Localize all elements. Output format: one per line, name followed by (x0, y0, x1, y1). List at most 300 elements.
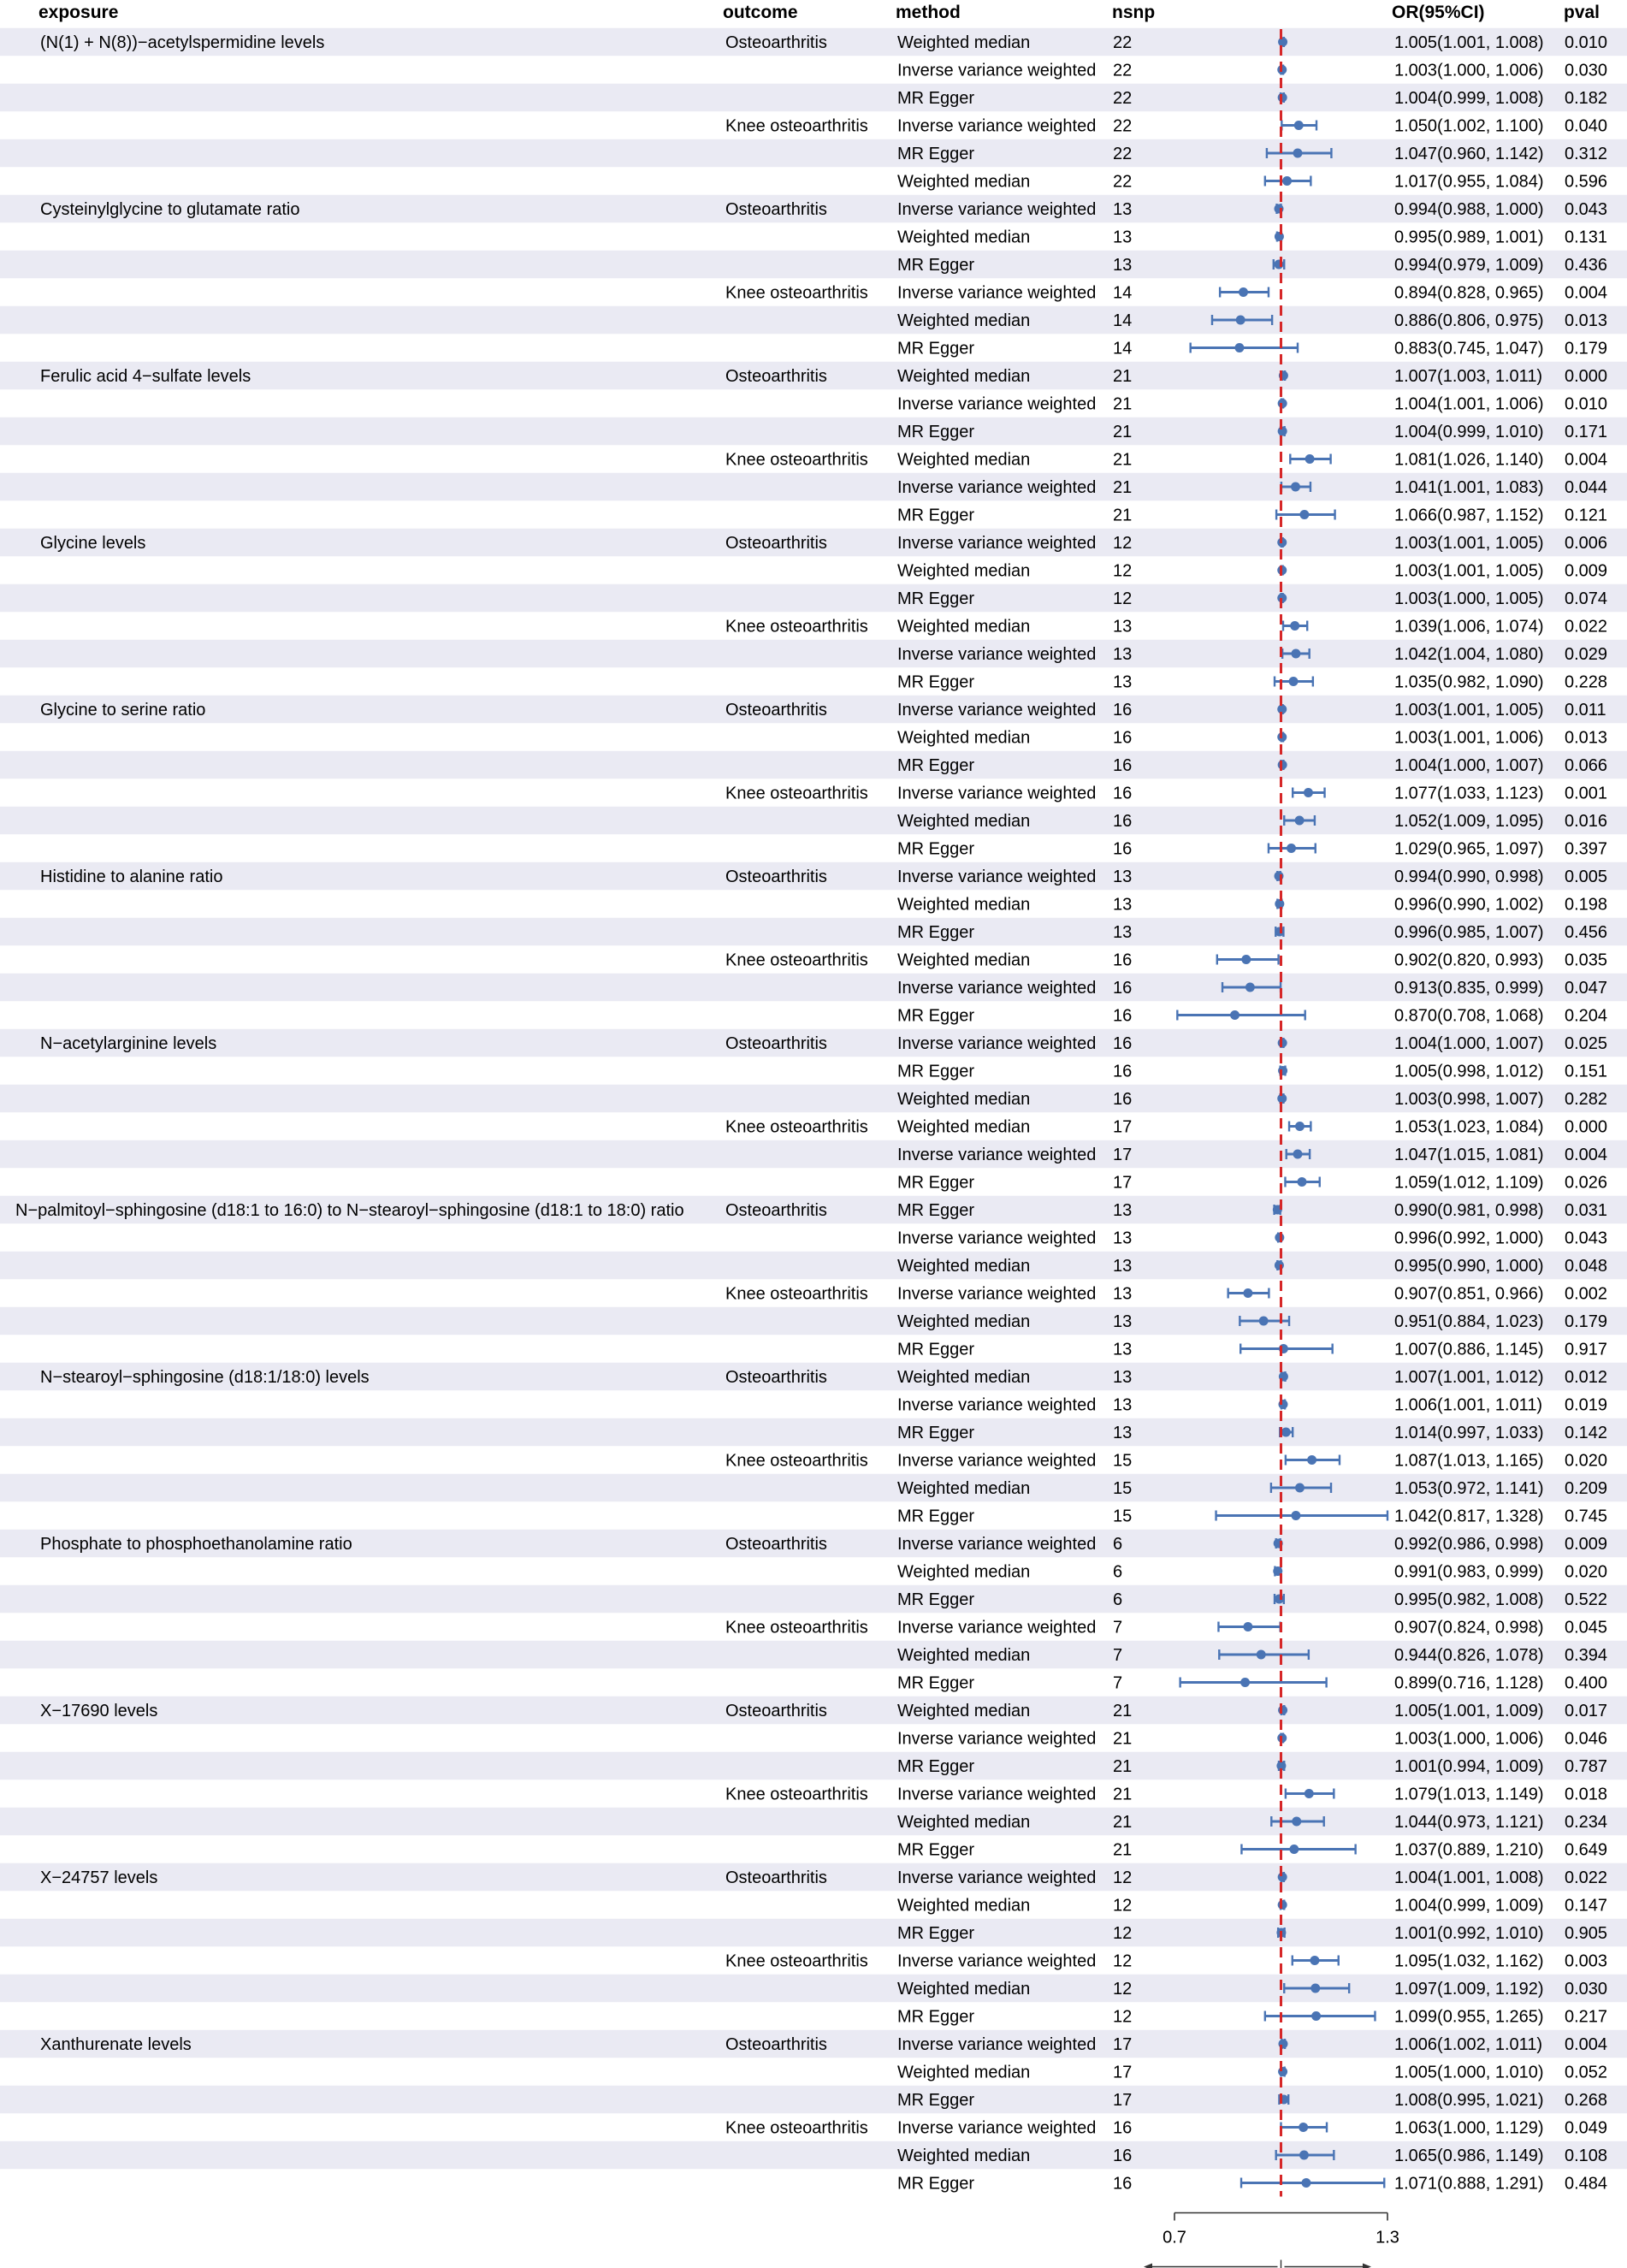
or-point (1295, 816, 1305, 826)
outcome-cell: Osteoarthritis (725, 1368, 827, 1387)
nsnp-cell: 21 (1113, 1840, 1133, 1860)
nsnp-cell: 7 (1113, 1646, 1123, 1665)
or-ci-cell: 1.003(1.000, 1.006) (1394, 1729, 1544, 1749)
method-cell: Weighted median (897, 561, 1031, 581)
method-cell: MR Egger (897, 1507, 975, 1526)
pval-cell: 0.171 (1565, 423, 1608, 441)
method-cell: Inverse variance weighted (897, 61, 1097, 80)
or-ci-cell: 0.995(0.990, 1.000) (1394, 1257, 1544, 1276)
method-cell: Weighted median (897, 812, 1031, 831)
row-stripe (0, 584, 1627, 613)
pval-cell: 0.151 (1565, 1062, 1608, 1081)
nsnp-cell: 16 (1113, 1090, 1133, 1109)
or-point (1310, 1956, 1319, 1965)
method-cell: Inverse variance weighted (897, 784, 1097, 803)
or-point (1275, 1261, 1284, 1270)
header-exposure: exposure (38, 3, 119, 22)
pval-cell: 0.004 (1565, 450, 1608, 470)
pval-cell: 0.282 (1565, 1090, 1608, 1109)
outcome-cell: Knee osteoarthritis (725, 1951, 868, 1971)
outcome-cell: Knee osteoarthritis (725, 1284, 868, 1304)
outcome-cell: Knee osteoarthritis (725, 1451, 868, 1471)
method-cell: MR Egger (897, 1006, 975, 1026)
nsnp-cell: 16 (1113, 839, 1133, 859)
method-cell: Inverse variance weighted (897, 283, 1097, 303)
nsnp-cell: 13 (1113, 1368, 1133, 1387)
nsnp-cell: 22 (1113, 116, 1133, 136)
pval-cell: 0.000 (1565, 1117, 1608, 1137)
nsnp-cell: 21 (1113, 478, 1133, 497)
pval-cell: 0.074 (1565, 589, 1608, 608)
method-cell: Inverse variance weighted (897, 1034, 1097, 1053)
method-cell: Inverse variance weighted (897, 1729, 1097, 1749)
pval-cell: 0.026 (1565, 1173, 1608, 1193)
pval-cell: 0.020 (1565, 1451, 1608, 1471)
nsnp-cell: 15 (1113, 1479, 1133, 1498)
nsnp-cell: 13 (1113, 1340, 1133, 1359)
method-cell: MR Egger (897, 2007, 975, 2027)
pval-cell: 0.268 (1565, 2091, 1608, 2110)
or-point (1278, 2067, 1287, 2076)
x-tick-label: 1.3 (1376, 2228, 1399, 2247)
nsnp-cell: 13 (1113, 1424, 1133, 1442)
nsnp-cell: 13 (1113, 868, 1133, 886)
header-method: method (896, 3, 961, 22)
or-point (1294, 121, 1304, 130)
method-cell: Weighted median (897, 1117, 1031, 1137)
row-stripe (0, 84, 1627, 112)
nsnp-cell: 12 (1113, 1924, 1133, 1943)
or-point (1299, 2123, 1308, 2132)
row-stripe (0, 417, 1627, 446)
method-cell: Weighted median (897, 1813, 1031, 1832)
or-point (1259, 1317, 1269, 1326)
protective-arrowhead (1144, 2264, 1152, 2268)
pval-cell: 0.011 (1565, 701, 1606, 719)
method-cell: Weighted median (897, 1312, 1031, 1331)
pval-cell: 0.209 (1565, 1479, 1608, 1498)
nsnp-cell: 12 (1113, 1951, 1133, 1971)
pval-cell: 0.025 (1565, 1034, 1608, 1053)
pval-cell: 0.046 (1565, 1729, 1608, 1749)
nsnp-cell: 16 (1113, 1006, 1133, 1026)
or-point (1230, 1010, 1239, 1020)
method-cell: Weighted median (897, 367, 1031, 386)
pval-cell: 0.131 (1565, 228, 1608, 247)
method-cell: Inverse variance weighted (897, 534, 1097, 553)
pval-cell: 0.179 (1565, 339, 1608, 358)
row-stripe (0, 1808, 1627, 1836)
nsnp-cell: 17 (1113, 2091, 1133, 2110)
or-ci-cell: 1.099(0.955, 1.265) (1394, 2007, 1544, 2027)
nsnp-cell: 21 (1113, 506, 1133, 525)
nsnp-cell: 16 (1113, 756, 1133, 775)
row-stripe (0, 1975, 1627, 2003)
row-stripe (0, 1252, 1627, 1280)
method-cell: MR Egger (897, 923, 975, 942)
row-stripe (0, 1140, 1627, 1169)
pval-cell: 0.044 (1565, 478, 1608, 497)
or-ci-cell: 0.991(0.983, 0.999) (1394, 1562, 1544, 1582)
or-ci-cell: 0.995(0.982, 1.008) (1394, 1590, 1544, 1609)
method-cell: MR Egger (897, 1062, 975, 1081)
pval-cell: 0.394 (1565, 1646, 1608, 1665)
row-stripe (0, 1641, 1627, 1669)
or-point (1275, 927, 1284, 937)
pval-cell: 0.522 (1565, 1590, 1608, 1609)
or-ci-cell: 1.077(1.033, 1.123) (1394, 784, 1544, 803)
or-ci-cell: 1.004(0.999, 1.010) (1394, 423, 1544, 441)
method-cell: Weighted median (897, 617, 1031, 637)
pval-cell: 0.004 (1565, 1146, 1608, 1164)
exposure-cell: Cysteinylglycine to glutamate ratio (40, 200, 300, 219)
pval-cell: 0.066 (1565, 756, 1608, 775)
or-point (1278, 427, 1287, 436)
or-ci-cell: 0.902(0.820, 0.993) (1394, 950, 1544, 970)
or-point (1290, 621, 1299, 631)
row-stripe (0, 751, 1627, 779)
outcome-cell: Osteoarthritis (725, 33, 827, 52)
or-point (1257, 1650, 1266, 1660)
or-point (1275, 899, 1284, 909)
method-cell: Inverse variance weighted (897, 979, 1097, 998)
or-ci-cell: 1.003(1.000, 1.005) (1394, 589, 1544, 608)
nsnp-cell: 17 (1113, 1146, 1133, 1164)
nsnp-cell: 13 (1113, 617, 1133, 637)
pval-cell: 0.035 (1565, 950, 1608, 970)
or-ci-cell: 0.907(0.851, 0.966) (1394, 1284, 1544, 1304)
or-ci-cell: 1.001(0.992, 1.010) (1394, 1924, 1544, 1943)
row-stripe (0, 1585, 1627, 1614)
nsnp-cell: 16 (1113, 2147, 1133, 2165)
pval-cell: 0.010 (1565, 33, 1608, 52)
nsnp-cell: 12 (1113, 589, 1133, 608)
pval-cell: 0.004 (1565, 2035, 1608, 2054)
or-point (1299, 2151, 1309, 2160)
nsnp-cell: 12 (1113, 1980, 1133, 1999)
row-stripe (0, 807, 1627, 835)
pval-cell: 0.009 (1565, 1535, 1608, 1554)
nsnp-cell: 16 (1113, 2174, 1133, 2194)
nsnp-cell: 6 (1113, 1535, 1123, 1554)
method-cell: MR Egger (897, 672, 975, 692)
method-cell: Inverse variance weighted (897, 1284, 1097, 1304)
pval-cell: 0.198 (1565, 895, 1608, 915)
or-ci-cell: 0.994(0.990, 0.998) (1394, 868, 1544, 886)
or-ci-cell: 1.001(0.994, 1.009) (1394, 1757, 1544, 1776)
exposure-cell: X−17690 levels (40, 1702, 158, 1720)
method-cell: MR Egger (897, 1757, 975, 1776)
or-ci-cell: 1.059(1.012, 1.109) (1394, 1173, 1544, 1193)
or-ci-cell: 1.007(1.003, 1.011) (1394, 367, 1543, 386)
nsnp-cell: 16 (1113, 979, 1133, 998)
exposure-cell: Glycine levels (40, 534, 146, 553)
or-point (1291, 649, 1300, 659)
pval-cell: 0.400 (1565, 1673, 1608, 1693)
nsnp-cell: 22 (1113, 145, 1133, 163)
or-ci-cell: 1.006(1.001, 1.011) (1394, 1395, 1543, 1415)
pval-cell: 0.397 (1565, 839, 1608, 859)
or-ci-cell: 1.003(1.001, 1.005) (1394, 534, 1544, 553)
nsnp-cell: 21 (1113, 1813, 1133, 1832)
or-point (1275, 1233, 1284, 1242)
outcome-cell: Osteoarthritis (725, 200, 827, 219)
pval-cell: 0.043 (1565, 200, 1608, 219)
method-cell: Weighted median (897, 450, 1031, 470)
pval-cell: 0.043 (1565, 1229, 1608, 1248)
method-cell: MR Egger (897, 339, 975, 358)
row-stripe (0, 1085, 1627, 1113)
nsnp-cell: 22 (1113, 33, 1133, 52)
or-ci-cell: 0.994(0.988, 1.000) (1394, 200, 1544, 219)
or-point (1278, 399, 1287, 408)
or-ci-cell: 0.996(0.992, 1.000) (1394, 1229, 1544, 1248)
or-point (1301, 2178, 1310, 2188)
method-cell: Weighted median (897, 1562, 1031, 1582)
or-point (1307, 1455, 1316, 1465)
exposure-cell: N−palmitoyl−sphingosine (d18:1 to 16:0) to N−stearoyl−sphingosine (d18:1 to 18:0) ratio (15, 1201, 684, 1220)
row-stripe (0, 1307, 1627, 1335)
nsnp-cell: 17 (1113, 2035, 1133, 2054)
pval-cell: 0.217 (1565, 2007, 1608, 2027)
or-ci-cell: 1.017(0.955, 1.084) (1394, 172, 1544, 192)
or-point (1243, 1288, 1252, 1298)
exposure-cell: Ferulic acid 4−sulfate levels (40, 367, 251, 386)
row-stripe (0, 306, 1627, 335)
or-ci-cell: 1.014(0.997, 1.033) (1394, 1424, 1544, 1442)
method-cell: Weighted median (897, 1479, 1031, 1498)
nsnp-cell: 21 (1113, 1785, 1133, 1804)
x-tick-label: 0.7 (1163, 2228, 1186, 2247)
pval-cell: 0.596 (1565, 172, 1608, 192)
nsnp-cell: 6 (1113, 1562, 1123, 1582)
outcome-cell: Knee osteoarthritis (725, 1117, 868, 1137)
nsnp-cell: 21 (1113, 1729, 1133, 1749)
or-ci-cell: 0.951(0.884, 1.023) (1394, 1312, 1544, 1331)
exposure-cell: N−acetylarginine levels (40, 1034, 217, 1053)
pval-cell: 0.031 (1565, 1201, 1608, 1220)
nsnp-cell: 21 (1113, 423, 1133, 441)
or-ci-cell: 0.994(0.979, 1.009) (1394, 256, 1544, 275)
pval-cell: 0.012 (1565, 1368, 1608, 1387)
pval-cell: 0.013 (1565, 728, 1608, 748)
pval-cell: 0.436 (1565, 256, 1608, 275)
pval-cell: 0.048 (1565, 1257, 1608, 1276)
or-point (1289, 1845, 1299, 1854)
or-ci-cell: 0.990(0.981, 0.998) (1394, 1201, 1544, 1220)
pval-cell: 0.006 (1565, 534, 1608, 553)
or-ci-cell: 1.004(1.000, 1.007) (1394, 756, 1544, 775)
or-ci-cell: 1.047(0.960, 1.142) (1394, 145, 1544, 163)
row-stripe (0, 139, 1627, 168)
or-ci-cell: 1.029(0.965, 1.097) (1394, 839, 1544, 859)
pval-cell: 0.017 (1565, 1702, 1608, 1720)
or-ci-cell: 1.004(1.001, 1.008) (1394, 1868, 1544, 1887)
or-ci-cell: 0.996(0.985, 1.007) (1394, 923, 1544, 942)
or-point (1282, 176, 1292, 186)
outcome-cell: Knee osteoarthritis (725, 450, 868, 470)
nsnp-cell: 14 (1113, 283, 1133, 303)
outcome-cell: Osteoarthritis (725, 534, 827, 553)
or-ci-cell: 1.004(0.999, 1.008) (1394, 89, 1544, 108)
row-stripe (0, 473, 1627, 501)
or-ci-cell: 0.995(0.989, 1.001) (1394, 228, 1544, 247)
pval-cell: 0.234 (1565, 1813, 1608, 1832)
method-cell: Weighted median (897, 172, 1031, 192)
or-ci-cell: 1.053(0.972, 1.141) (1394, 1479, 1544, 1498)
or-point (1236, 316, 1245, 325)
or-point (1311, 2011, 1321, 2021)
or-ci-cell: 1.005(0.998, 1.012) (1394, 1062, 1544, 1081)
or-point (1245, 983, 1255, 992)
nsnp-cell: 12 (1113, 1868, 1133, 1887)
or-point (1243, 1622, 1252, 1631)
exposure-cell: Phosphate to phosphoethanolamine ratio (40, 1535, 352, 1554)
or-point (1292, 1817, 1301, 1827)
pval-cell: 0.182 (1565, 89, 1608, 108)
method-cell: MR Egger (897, 2091, 975, 2110)
pval-cell: 0.484 (1565, 2174, 1608, 2194)
pval-cell: 0.456 (1565, 923, 1608, 942)
pval-cell: 0.649 (1565, 1840, 1608, 1860)
pval-cell: 0.003 (1565, 1951, 1608, 1971)
pval-cell: 0.142 (1565, 1424, 1608, 1442)
or-ci-cell: 1.087(1.013, 1.165) (1394, 1451, 1544, 1471)
nsnp-cell: 14 (1113, 311, 1133, 330)
or-ci-cell: 0.894(0.828, 0.965) (1394, 283, 1544, 303)
method-cell: Weighted median (897, 228, 1031, 247)
or-point (1291, 483, 1300, 492)
or-point (1278, 38, 1287, 47)
outcome-cell: Knee osteoarthritis (725, 617, 868, 637)
nsnp-cell: 16 (1113, 701, 1133, 719)
row-stripe (0, 918, 1627, 946)
nsnp-cell: 16 (1113, 950, 1133, 970)
or-ci-cell: 1.003(0.998, 1.007) (1394, 1090, 1544, 1109)
nsnp-cell: 12 (1113, 534, 1133, 553)
or-ci-cell: 1.081(1.026, 1.140) (1394, 450, 1544, 470)
or-ci-cell: 0.883(0.745, 1.047) (1394, 339, 1544, 358)
method-cell: MR Egger (897, 145, 975, 163)
method-cell: MR Egger (897, 1201, 975, 1220)
or-ci-cell: 1.047(1.015, 1.081) (1394, 1146, 1544, 1164)
pval-cell: 0.787 (1565, 1757, 1608, 1776)
exposure-cell: Glycine to serine ratio (40, 701, 206, 719)
pval-cell: 0.022 (1565, 1868, 1608, 1887)
method-cell: Inverse variance weighted (897, 116, 1097, 136)
or-ci-cell: 1.003(1.001, 1.005) (1394, 701, 1544, 719)
method-cell: MR Egger (897, 1424, 975, 1442)
pval-cell: 0.020 (1565, 1562, 1608, 1582)
pval-cell: 0.030 (1565, 61, 1608, 80)
method-cell: Inverse variance weighted (897, 1395, 1097, 1415)
exposure-cell: Xanthurenate levels (40, 2035, 192, 2054)
or-ci-cell: 1.041(1.001, 1.083) (1394, 478, 1544, 497)
method-cell: MR Egger (897, 1173, 975, 1193)
exposure-cell: (N(1) + N(8))−acetylspermidine levels (40, 33, 325, 52)
or-point (1293, 1150, 1303, 1159)
or-ci-cell: 1.005(1.001, 1.008) (1394, 33, 1544, 52)
header-pval: pval (1564, 3, 1600, 22)
or-ci-cell: 1.044(0.973, 1.121) (1394, 1813, 1544, 1832)
or-ci-cell: 1.008(0.995, 1.021) (1394, 2091, 1544, 2110)
or-point (1275, 232, 1284, 241)
nsnp-cell: 13 (1113, 1284, 1133, 1304)
method-cell: Inverse variance weighted (897, 478, 1097, 497)
nsnp-cell: 22 (1113, 172, 1133, 192)
or-point (1241, 955, 1251, 964)
pval-cell: 0.018 (1565, 1785, 1608, 1804)
method-cell: Inverse variance weighted (897, 701, 1097, 719)
pval-cell: 0.147 (1565, 1896, 1608, 1916)
pval-cell: 0.019 (1565, 1395, 1608, 1415)
nsnp-cell: 17 (1113, 2063, 1133, 2082)
or-point (1297, 1177, 1306, 1187)
pval-cell: 0.022 (1565, 617, 1608, 637)
method-cell: Weighted median (897, 1090, 1031, 1109)
header-nsnp: nsnp (1112, 3, 1156, 22)
outcome-cell: Osteoarthritis (725, 1201, 827, 1220)
x-axis (1163, 2213, 1399, 2247)
nsnp-cell: 17 (1113, 1117, 1133, 1137)
pval-cell: 0.016 (1565, 812, 1608, 831)
pval-cell: 0.905 (1565, 1924, 1608, 1943)
or-ci-cell: 1.066(0.987, 1.152) (1394, 506, 1544, 525)
method-cell: MR Egger (897, 756, 975, 775)
or-ci-cell: 1.003(1.001, 1.005) (1394, 561, 1544, 581)
or-point (1278, 761, 1287, 770)
nsnp-cell: 21 (1113, 1757, 1133, 1776)
or-point (1239, 287, 1248, 297)
method-cell: MR Egger (897, 89, 975, 108)
method-cell: Inverse variance weighted (897, 1451, 1097, 1471)
nsnp-cell: 13 (1113, 228, 1133, 247)
nsnp-cell: 16 (1113, 728, 1133, 748)
risk-arrowhead (1363, 2264, 1371, 2268)
pval-cell: 0.001 (1565, 784, 1608, 803)
nsnp-cell: 14 (1113, 339, 1133, 358)
pval-cell: 0.917 (1565, 1340, 1608, 1359)
nsnp-cell: 15 (1113, 1507, 1133, 1526)
nsnp-cell: 13 (1113, 1312, 1133, 1331)
outcome-cell: Osteoarthritis (725, 1535, 827, 1554)
outcome-cell: Osteoarthritis (725, 367, 827, 386)
or-ci-cell: 1.035(0.982, 1.090) (1394, 672, 1544, 692)
or-point (1234, 343, 1244, 352)
nsnp-cell: 7 (1113, 1673, 1123, 1693)
method-cell: Weighted median (897, 950, 1031, 970)
nsnp-cell: 13 (1113, 256, 1133, 275)
or-point (1295, 1122, 1305, 1131)
exposure-cell: X−24757 levels (40, 1868, 158, 1887)
nsnp-cell: 13 (1113, 923, 1133, 942)
or-point (1289, 677, 1299, 686)
row-stripe (0, 640, 1627, 668)
row-stripe (0, 2086, 1627, 2114)
pval-cell: 0.045 (1565, 1618, 1608, 1637)
pval-cell: 0.108 (1565, 2147, 1608, 2165)
nsnp-cell: 13 (1113, 645, 1133, 664)
or-point (1287, 844, 1296, 853)
or-ci-cell: 1.037(0.889, 1.210) (1394, 1840, 1544, 1860)
outcome-cell: Osteoarthritis (725, 1868, 827, 1887)
exposure-cell: N−stearoyl−sphingosine (d18:1/18:0) levels (40, 1368, 370, 1387)
nsnp-cell: 13 (1113, 1229, 1133, 1248)
or-ci-cell: 1.097(1.009, 1.192) (1394, 1980, 1544, 1999)
or-ci-cell: 1.003(1.000, 1.006) (1394, 61, 1544, 80)
header-or-ci: OR(95%CI) (1392, 3, 1485, 22)
method-cell: Weighted median (897, 895, 1031, 915)
